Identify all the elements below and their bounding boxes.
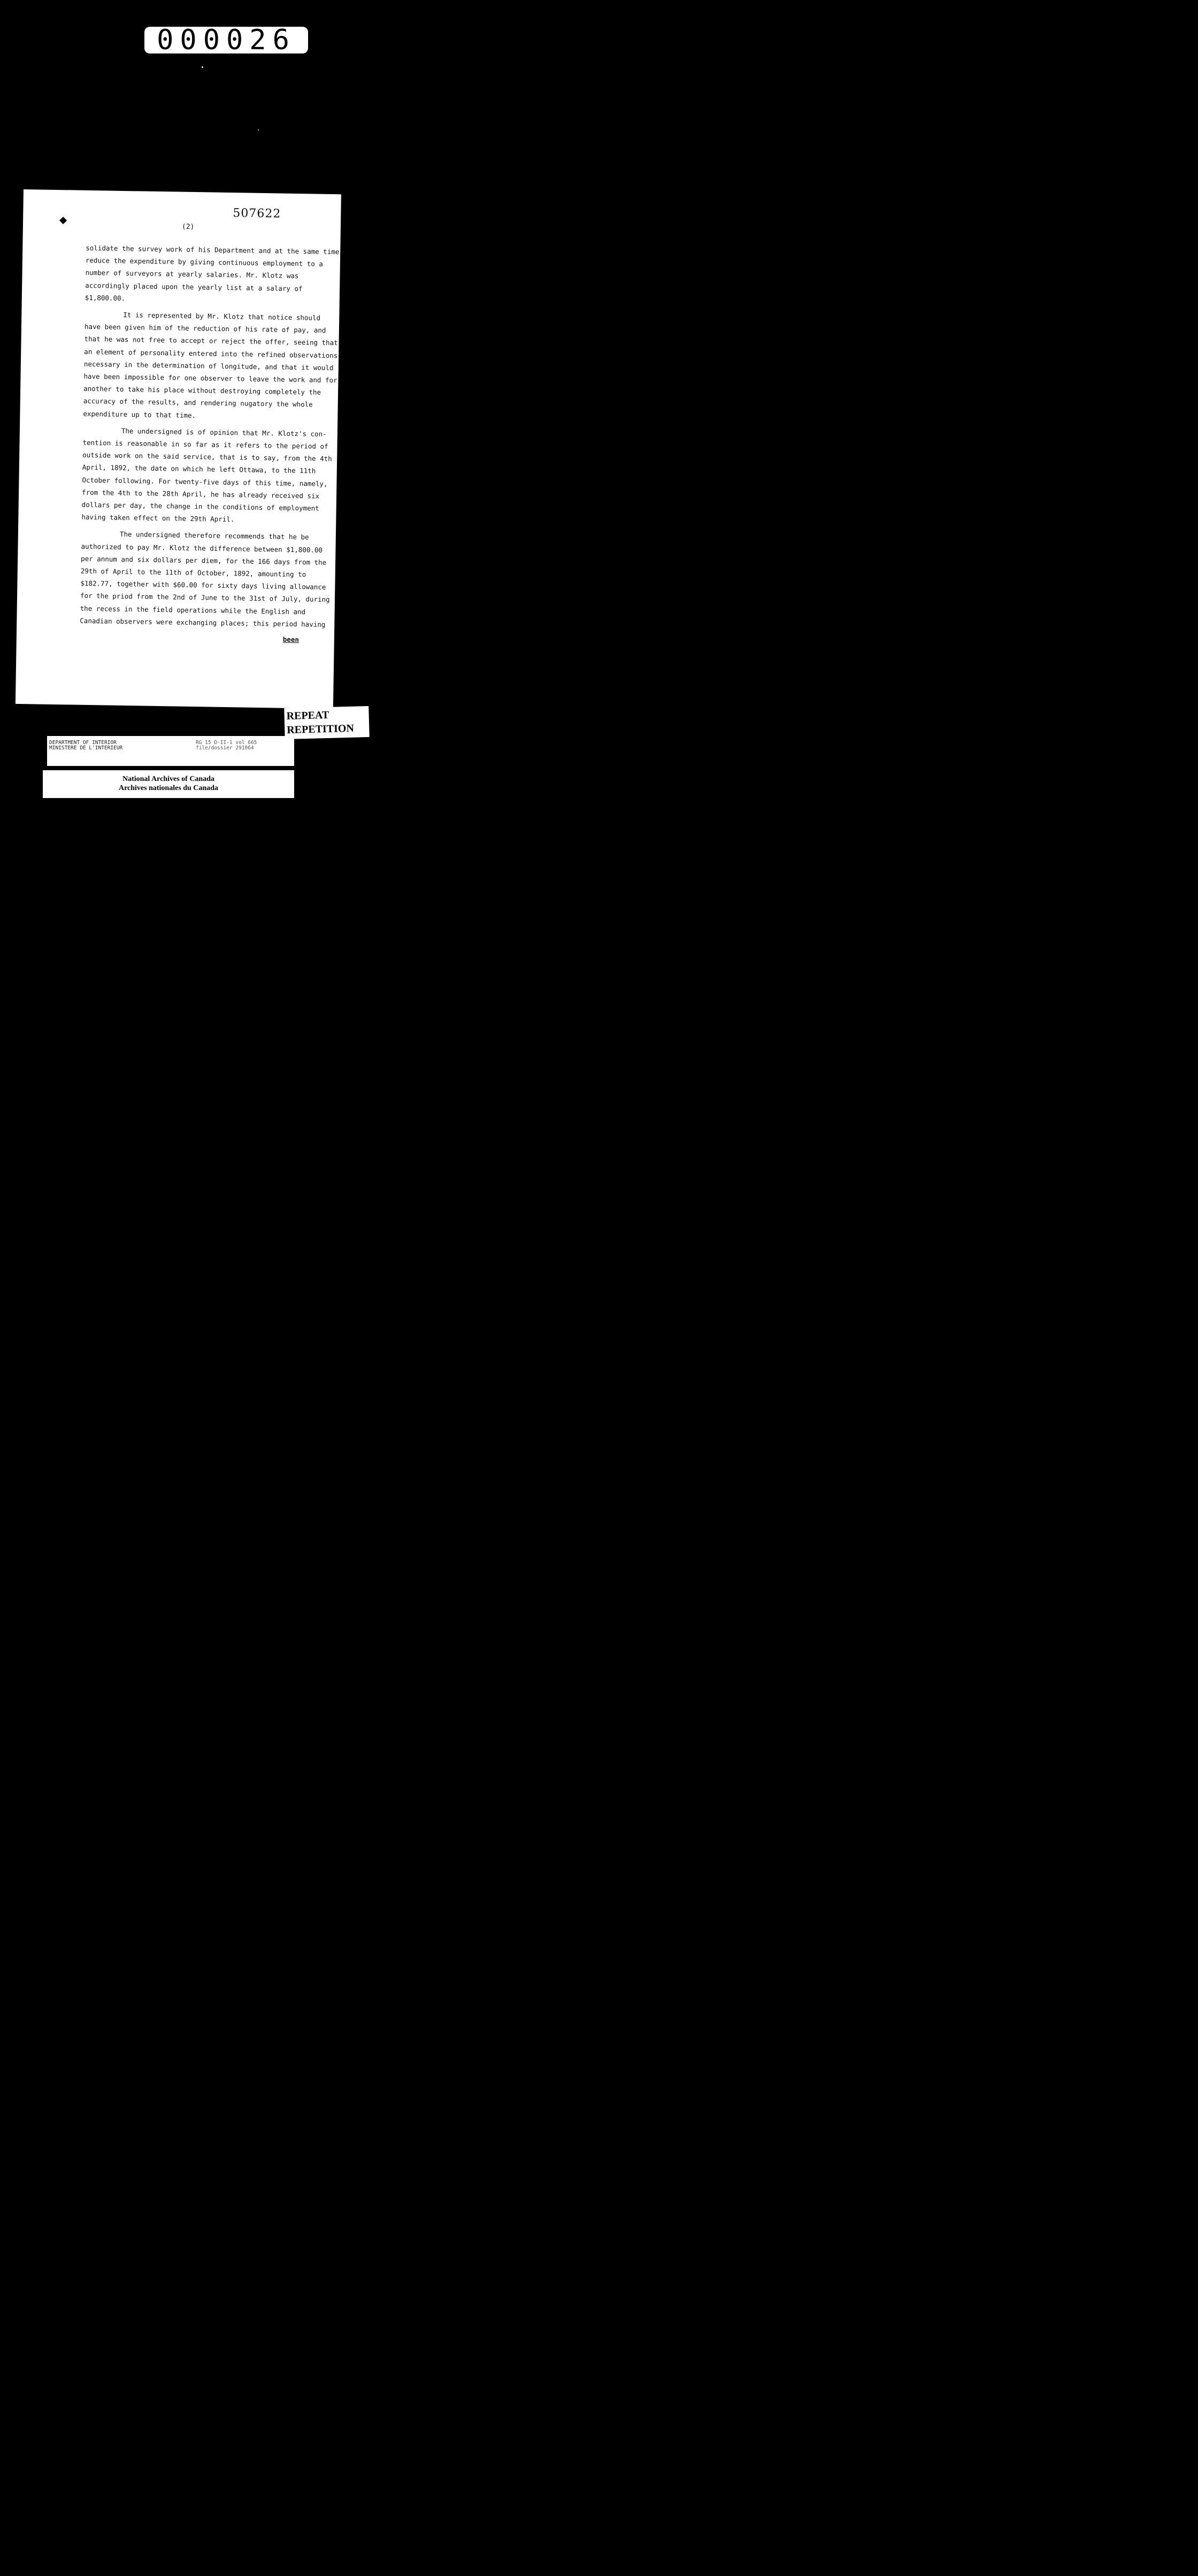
text-line: reduce the expenditure by giving continuous employment to a xyxy=(85,256,324,269)
text-line: $1,800.00. xyxy=(85,293,126,302)
stamp-line-2: REPETITION xyxy=(287,722,355,736)
text-line: April, 1892, the date on which he left Ottawa, to the 11th xyxy=(82,463,316,476)
document-body xyxy=(80,242,340,635)
department-line-2: MINISTERE DE L'INTERIEUR xyxy=(49,745,123,751)
text-line: tention is reasonable in so far as it refers to the period of xyxy=(82,438,328,451)
text-line: The undersigned is of opinion that Mr. Klotz's con- xyxy=(121,426,327,438)
text-line: Canadian observers were exchanging places; this period having xyxy=(80,616,326,628)
text-line: accordingly placed upon the yearly list at a salary of xyxy=(85,281,303,293)
microfilm-frame xyxy=(0,0,390,839)
department-strip xyxy=(47,736,294,766)
text-line: from the 4th to the 28th April, he has already received six xyxy=(82,488,320,500)
text-line: for the priod from the 2nd of June to the 31st of July, during xyxy=(80,592,330,604)
text-line: have been impossible for one observer to leave the work and for xyxy=(83,372,337,385)
text-line: having taken effect on the 29th April. xyxy=(81,513,235,524)
text-line: authorized to pay Mr. Klotz the difference between $1,800.00 xyxy=(81,542,323,554)
paragraph xyxy=(83,308,338,424)
file-reference-line-2: file/dossier 291064 xyxy=(196,745,254,751)
text-line: dollars per day, the change in the conditions of employment xyxy=(81,500,319,512)
file-reference-line-1: RG 15 D-II-1 vol 665 xyxy=(196,740,257,746)
text-line: the recess in the field operations while the English and xyxy=(80,604,306,616)
text-line: expenditure up to that time. xyxy=(83,409,196,419)
paragraph xyxy=(81,424,332,527)
file-reference xyxy=(196,740,257,751)
film-speck xyxy=(202,66,203,68)
archives-line-1: National Archives of Canada xyxy=(122,775,215,783)
document-page xyxy=(16,189,341,709)
punch-mark xyxy=(59,217,67,224)
text-line: number of surveyors at yearly salaries. Mr. Klotz was xyxy=(85,269,299,280)
paragraph xyxy=(85,242,340,308)
text-line: necessary in the determination of longitude, and that it would xyxy=(83,359,334,372)
text-line: another to take his place without destroying completely the xyxy=(83,385,321,397)
text-line: outside work on the said service, that is to say, from the 4th xyxy=(82,451,332,463)
frame-counter: 000026 xyxy=(144,27,308,53)
paragraph xyxy=(80,527,330,631)
page-number: (2) xyxy=(181,223,195,232)
text-line: 29th of April to the 11th of October, 1892, amounting to xyxy=(80,566,306,579)
text-line: per annum and six dollars per diem, for the 166 days from the xyxy=(81,554,327,566)
text-line: The undersigned therefore recommends that he be xyxy=(119,530,309,541)
film-speck xyxy=(258,129,259,131)
text-line: $182.77, together with $60.00 for sixty days living allowance xyxy=(80,579,326,592)
archives-line-2: Archives nationales du Canada xyxy=(118,784,219,792)
text-line: solidate the survey work of his Department and at the same time xyxy=(86,243,340,256)
department-name xyxy=(49,740,122,751)
text-line: It is represented by Mr. Klotz that notice should xyxy=(123,310,321,322)
text-line: have been given him of the reduction of his rate of pay, and xyxy=(84,323,326,335)
catchword: been xyxy=(282,635,300,644)
stamp-line-1: REPEAT xyxy=(286,709,329,722)
document-number: 507622 xyxy=(233,206,281,221)
text-line: October following. For twenty-five days of this time, namely, xyxy=(82,476,328,488)
archives-label xyxy=(43,770,294,798)
text-line: an element of personality entered into the refined observations xyxy=(84,347,338,359)
department-line-1: DEPARTMENT OF INTERIOR xyxy=(49,740,117,746)
text-line: accuracy of the results, and rendering nugatory the whole xyxy=(83,397,313,409)
text-line: that he was not free to accept or reject the offer, seeing that xyxy=(84,335,338,347)
repeat-stamp xyxy=(284,706,369,739)
